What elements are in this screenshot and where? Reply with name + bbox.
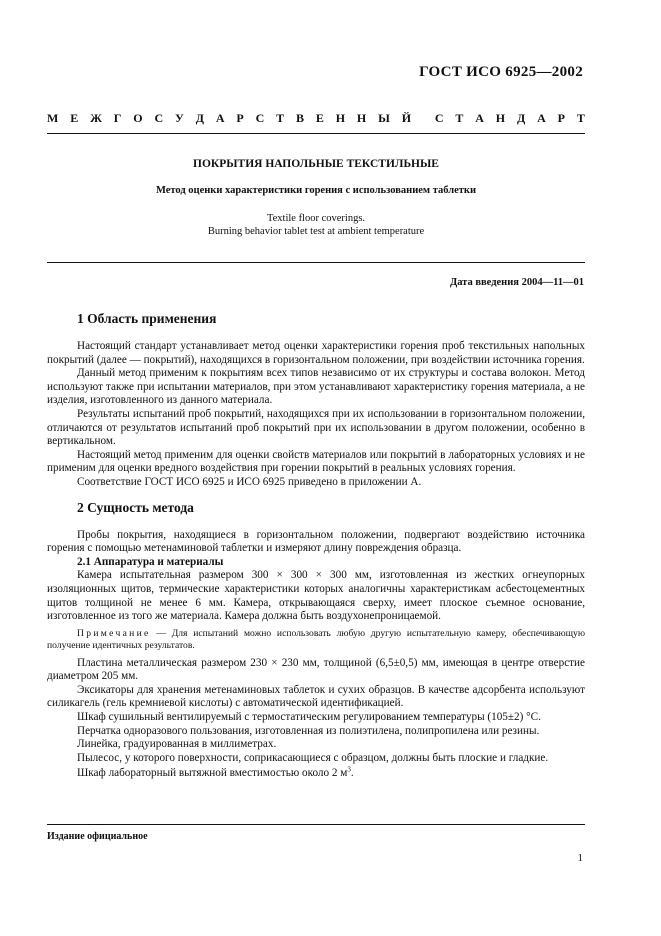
paragraph: Перчатка одноразового пользования, изготовленная из полиэтилена, полипропилена или резины.	[77, 724, 540, 737]
heading-letter: Р	[557, 111, 565, 125]
heading-letter: Г	[113, 111, 122, 125]
heading-letter: Т	[276, 111, 285, 125]
heading-letter: Й	[401, 111, 412, 125]
english-title-line: Textile floor coverings.	[266, 213, 366, 224]
paragraph: Эксикаторы для хранения метенаминовых таблеток и сухих образцов. В качестве адсорбента используют силикагель (гель кремниевой кислоты) с автоматической идентификацией.	[47, 683, 585, 710]
paragraph: Настоящий стандарт устанавливает метод оценки характеристики горения проб текстильных напольных покрытий (далее — покрытий), находящихся в горизонтальном положении, при воздействии источника горения.	[47, 340, 585, 366]
heading-letter: О	[133, 111, 143, 125]
title-rule	[47, 262, 585, 263]
document-subtitle: Метод оценки характеристики горения с использованием таблетки	[155, 185, 477, 196]
document-title: ПОКРЫТИЯ НАПОЛЬНЫЕ ТЕКСТИЛЬНЫЕ	[193, 158, 439, 170]
heading-letter: С	[255, 111, 265, 125]
heading-letter: Н	[356, 111, 367, 125]
note-text: — Для испытаний можно использовать любую другую испытательную камеру, обеспечивающую получение идентичных результатов.	[47, 627, 585, 651]
official-edition-label: Издание официальное	[47, 831, 148, 842]
introduction-date: Дата введения 2004—11—01	[449, 277, 584, 288]
heading-letter: А	[475, 111, 484, 125]
superscript: 3	[347, 765, 351, 774]
paragraph	[47, 767, 585, 781]
page-number: 1	[577, 852, 583, 864]
paragraph: Соответствие ГОСТ ИСО 6925 и ИСО 6925 приведено в приложении А.	[77, 475, 422, 488]
section-heading: 1 Область применения	[77, 311, 217, 326]
heading-letter: Е	[315, 111, 324, 125]
heading-letter: С	[154, 111, 164, 125]
note	[47, 628, 585, 652]
heading-letter: Ы	[378, 111, 390, 125]
english-title-line: Burning behavior tablet test at ambient temperature	[207, 226, 425, 237]
heading-letter: А	[215, 111, 225, 125]
heading-letter: М	[47, 111, 59, 125]
heading-letter: Т	[455, 111, 464, 125]
note-label: Примечание	[77, 627, 151, 639]
document-body	[47, 310, 585, 781]
heading-letter: Е	[70, 111, 79, 125]
heading-letter: С	[434, 111, 444, 125]
heading-letter: Ж	[90, 111, 102, 125]
paragraph: Пластина металлическая размером 230 × 230 мм, толщиной (6,5±0,5) мм, имеющая в центре отверстие диаметром 205 мм.	[47, 656, 585, 683]
heading-letter: Н	[495, 111, 506, 125]
heading-letter: Н	[335, 111, 346, 125]
paragraph-end: .	[350, 767, 354, 780]
english-title	[47, 212, 585, 238]
standard-type-heading	[47, 111, 585, 126]
paragraph: Результаты испытаний проб покрытий, находящихся при их использовании в горизонтальном положении, отличаются от результатов испытаний проб покрытий при их использовании в другом положении, особенно в вертикальном.	[47, 407, 585, 448]
heading-letter: Р	[236, 111, 244, 125]
subsection-heading: 2.1 Аппаратура и материалы	[77, 555, 224, 568]
header-rule	[47, 133, 585, 134]
paragraph: Пылесос, у которого поверхности, соприкасающиеся с образцом, должны быть плоские и гладкие.	[77, 751, 549, 764]
heading-letter: Д	[195, 111, 204, 125]
paragraph: Линейка, градуированная в миллиметрах.	[77, 738, 277, 751]
heading-letter: Д	[516, 111, 526, 125]
footer-rule	[47, 824, 585, 825]
heading-letter: А	[537, 111, 546, 125]
heading-letter: Т	[576, 111, 585, 125]
paragraph: Камера испытательная размером 300 × 300 × 300 мм, изготовленная из жестких огнеупорных изоляционных щитов, термические характеристики которых аналогичны характеристикам асбестоцементных щитов толщиной не менее 6 мм. Камера, открывающаяся сверху, имеет плоское съемное основание, изготовленное из того же материала. Камера должна быть воздухонепроницаемой.	[47, 569, 585, 623]
standard-number: ГОСТ ИСО 6925—2002	[419, 64, 583, 80]
heading-letter: У	[175, 111, 184, 125]
paragraph-text: Шкаф лабораторный вытяжной вместимостью около 2 м	[77, 767, 348, 780]
paragraph: Шкаф сушильный вентилируемый с термостатическим регулированием температуры (105±2) °С.	[77, 711, 541, 724]
paragraph: Данный метод применим к покрытиям всех типов независимо от их структуры и состава волокон. Метод используют также при испытании материалов, при этом устанавливают характеристику горения материала, а не изделия, изготовленного из данного материала.	[47, 367, 585, 407]
paragraph: Настоящий метод применим для оценки свойств материалов или покрытий в лабораторных условиях и не применим для оценки вредного воздействия при горении покрытий в реальных условиях горения.	[47, 448, 585, 475]
heading-letter: В	[295, 111, 304, 125]
paragraph: Пробы покрытия, находящиеся в горизонтальном положении, подвергают воздействию источника горения с помощью метенаминовой таблетки и измеряют длину повреждения образца.	[47, 528, 585, 555]
section-heading: 2 Сущность метода	[77, 499, 194, 515]
